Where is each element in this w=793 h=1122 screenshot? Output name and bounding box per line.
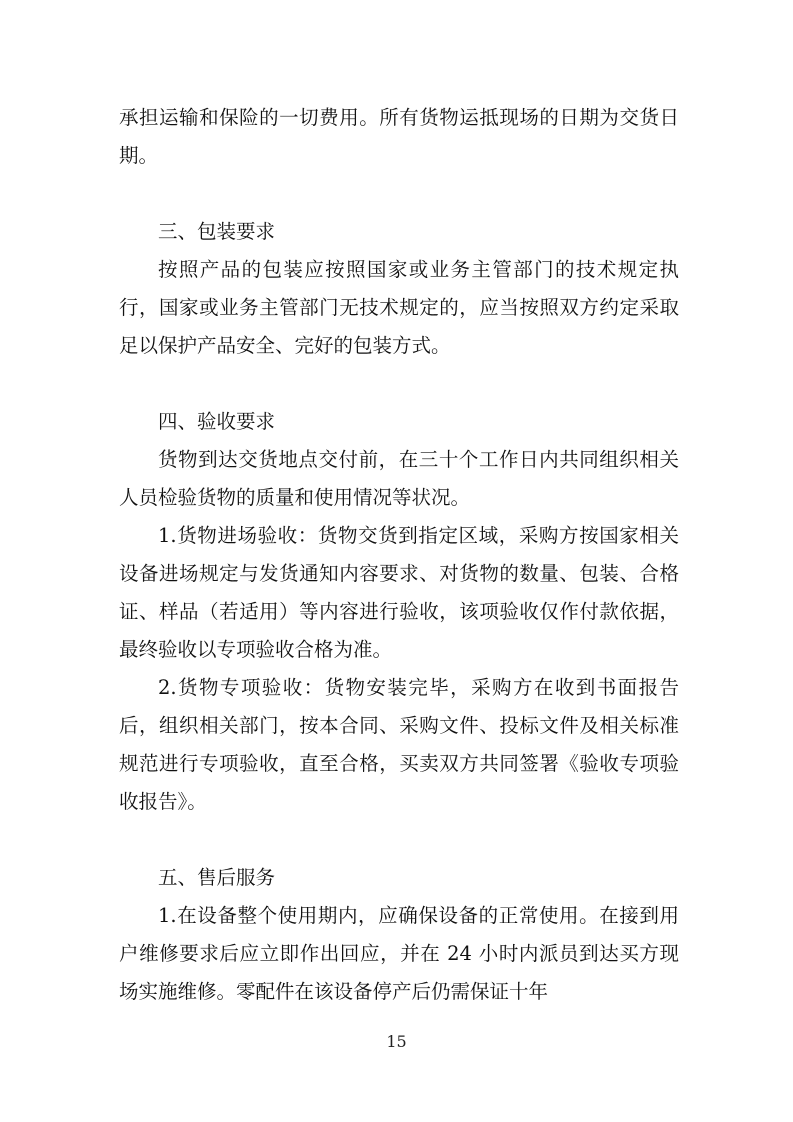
acceptance-item-2: 2.货物专项验收：货物安装完毕，采购方在收到书面报告后，组织相关部门，按本合同、采购文件、投标文件及相关标准规范进行专项验收，直至合格，买卖双方共同签署《验收专项验收报告》。 [119,676,679,813]
section-heading-after-sales: 五、售后服务 [158,866,276,889]
section-heading-acceptance: 四、验收要求 [158,410,276,433]
page-number: 15 [386,1032,407,1051]
packaging-paragraph: 按照产品的包装应按照国家或业务主管部门的技术规定执行，国家或业务主管部门无技术规定的，应当按照双方约定采取足以保护产品安全、完好的包装方式。 [119,258,679,357]
acceptance-item-1: 1.货物进场验收：货物交货到指定区域，采购方按国家相关设备进场规定与发货通知内容要求、对货物的数量、包装、合格证、样品（若适用）等内容进行验收，该项验收仅作付款依据，最终验收以专项验收合格为准。 [119,524,679,661]
acceptance-intro-paragraph: 货物到达交货地点交付前，在三十个工作日内共同组织相关人员检验货物的质量和使用情况等状况。 [119,448,679,509]
section-heading-packaging: 三、包装要求 [158,220,276,243]
section-spacer [119,175,679,213]
section-spacer [119,365,679,403]
document-body [119,99,679,1011]
continuation-paragraph: 承担运输和保险的一切费用。所有货物运抵现场的日期为交货日期。 [119,106,679,167]
after-sales-item-1: 1.在设备整个使用期内，应确保设备的正常使用。在接到用户维修要求后应立即作出回应，并在 24 小时内派员到达买方现场实施维修。零配件在该设备停产后仍需保证十年 [119,904,679,1003]
section-spacer [119,821,679,859]
